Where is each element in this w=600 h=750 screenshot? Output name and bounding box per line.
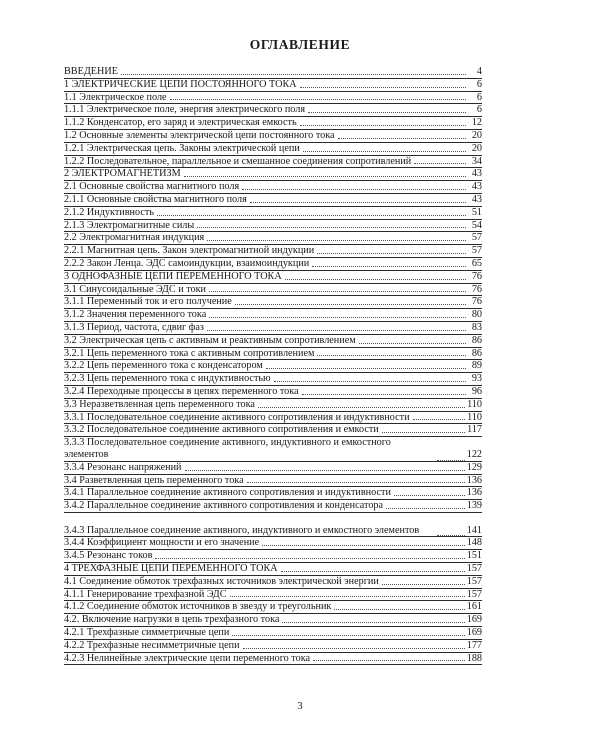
toc-leader-dots (266, 367, 466, 369)
toc-entry (64, 66, 482, 79)
toc-entry (64, 322, 482, 335)
toc-entry-page: 76 (471, 270, 482, 282)
toc-leader-dots (382, 583, 465, 585)
toc-entry-title: 4.1.2 Соединение обмоток источников в звезду и треугольник (64, 601, 332, 613)
toc-entry-title: 3 ОДНОФАЗНЫЕ ЦЕПИ ПЕРЕМЕННОГО ТОКА (64, 270, 282, 282)
toc-entry-page: 12 (471, 117, 482, 129)
toc-entry-title: 2.1.1 Основные свойства магнитного поля (64, 193, 247, 205)
toc-entry-title: 1.1.1 Электрическое поле, энергия электрического поля (64, 104, 306, 116)
toc-entry-title: 1.2 Основные элементы электрической цепи постоянного тока (64, 129, 335, 141)
toc-entry-title: 2.2.1 Магнитная цепь. Закон электромагнитной индукции (64, 245, 315, 257)
toc-entry (64, 271, 482, 284)
toc-entry-page: 54 (471, 219, 482, 231)
toc-entry-page: 43 (471, 181, 482, 193)
toc-leader-dots (414, 162, 466, 164)
toc-entry (64, 296, 482, 309)
page-number: 3 (297, 701, 303, 712)
toc-entry (64, 168, 482, 181)
toc-entry-title: ВВЕДЕНИЕ (64, 66, 118, 77)
toc-leader-dots (185, 469, 465, 471)
toc-entry-title: 3.1.3 Период, частота, сдвиг фаз (64, 321, 204, 333)
toc-entry-page: 157 (466, 575, 482, 587)
toc-entry-page: 34 (471, 155, 482, 167)
toc-entry-title: 3.2.1 Цепь переменного тока с активным сопротивлением (64, 347, 315, 359)
toc-entry-title: 3.3.1 Последовательное соединение активного сопротивления и индуктивности (64, 411, 410, 423)
toc-entry-title: 3.2.4 Переходные процессы в цепях переменного тока (64, 385, 299, 397)
toc-leader-dots (359, 342, 466, 344)
toc-leader-dots (317, 252, 466, 254)
toc-entry-title: 3.4.4 Коэффициент мощности и его значение (64, 537, 260, 549)
toc-leader-dots (243, 647, 465, 649)
toc-entry-title: 3.2 Электрическая цепь с активным и реактивным сопротивлением (64, 334, 356, 346)
toc-entry (64, 513, 482, 538)
toc-entry-page: 65 (471, 257, 482, 269)
toc-entry (64, 284, 482, 297)
toc-leader-dots (308, 111, 466, 113)
toc-entry (64, 245, 482, 258)
toc-entry-page: 161 (466, 601, 482, 613)
toc-entry-page: 80 (471, 309, 482, 321)
toc-entry-page: 177 (466, 639, 482, 651)
toc-entry (64, 232, 482, 245)
toc-entry (64, 130, 482, 143)
toc-leader-dots (232, 634, 464, 636)
toc-entry-title: 3.3.3 Последовательное соединение активного, индуктивного и емкостного элементов (64, 437, 391, 460)
toc-entry-title: 3.2.3 Цепь переменного тока с индуктивностью (64, 373, 271, 385)
toc-entry-title: 3.2.2 Цепь переменного тока с конденсатором (64, 360, 263, 372)
toc-leader-dots (258, 406, 465, 408)
page-title: ОГЛАВЛЕНИЕ (249, 37, 351, 52)
toc-entry-title: 4.2.3 Нелинейные электрические цепи переменного тока (64, 652, 311, 664)
toc-leader-dots (300, 124, 466, 126)
toc-entry-title: 1.1 Электрическое поле (64, 91, 167, 103)
toc-entry-page: 43 (471, 193, 482, 205)
toc-entry-title: 2.1 Основные свойства магнитного поля (64, 181, 240, 193)
toc-entry (64, 104, 482, 117)
toc-entry-title: 3.3.2 Последовательное соединение активного сопротивления и емкости (64, 424, 379, 436)
toc-entry (64, 412, 482, 425)
toc-entry-title: 3.3 Неразветвленная цепь переменного тока (64, 398, 255, 410)
toc-entry-title: 3.4.5 Резонанс токов (64, 550, 153, 562)
table-of-contents (64, 66, 482, 665)
toc-entry-title: 1.2.1 Электрическая цепь. Законы электрической цепи (64, 142, 300, 154)
toc-leader-dots (155, 557, 464, 559)
toc-leader-dots (207, 239, 466, 241)
toc-leader-dots (184, 175, 466, 177)
toc-leader-dots (394, 494, 465, 496)
toc-entry-page: 157 (466, 563, 482, 575)
toc-entry-title: 3.3.4 Резонанс напряжений (64, 461, 182, 473)
toc-entry (64, 614, 482, 627)
toc-entry-page: 83 (471, 321, 482, 333)
toc-entry-page: 6 (476, 91, 482, 103)
toc-entry-page: 110 (467, 398, 482, 410)
toc-entry-page: 20 (471, 142, 482, 154)
toc-leader-dots (242, 188, 466, 190)
toc-entry (64, 258, 482, 271)
toc-entry-page: 141 (466, 524, 482, 536)
toc-leader-dots (437, 534, 465, 536)
toc-entry (64, 487, 482, 500)
toc-entry-title: 4.2. Включение нагрузки в цепь трехфазного тока (64, 614, 280, 626)
toc-entry-title: 2.2.2 Закон Ленца. ЭДС самоиндукции, взаимоиндукции (64, 257, 310, 269)
toc-entry (64, 475, 482, 488)
toc-entry (64, 335, 482, 348)
toc-entry-page: 43 (471, 168, 482, 180)
toc-entry-page: 129 (466, 461, 482, 473)
toc-entry-page: 86 (471, 347, 482, 359)
toc-entry-page: 51 (471, 206, 482, 218)
toc-entry (64, 220, 482, 233)
toc-entry (64, 92, 482, 105)
toc-leader-dots (312, 265, 466, 267)
toc-entry-page: 20 (471, 129, 482, 141)
toc-leader-dots (121, 73, 466, 75)
toc-entry-title: 2.1.3 Электромагнитные силы (64, 219, 195, 231)
toc-leader-dots (338, 137, 466, 139)
toc-entry (64, 207, 482, 220)
toc-entry (64, 424, 482, 437)
toc-entry-page: 6 (476, 104, 482, 116)
toc-entry-page: 96 (471, 385, 482, 397)
toc-entry (64, 653, 482, 666)
toc-entry-title: 1.1.2 Конденсатор, его заряд и электрическая емкость (64, 117, 297, 129)
toc-entry-title: 3.4.3 Параллельное соединение активного, индуктивного и емкостного элементов (64, 524, 420, 536)
toc-leader-dots (207, 329, 466, 331)
toc-entry-page: 117 (467, 424, 482, 436)
toc-entry-page: 57 (471, 245, 482, 257)
toc-entry (64, 79, 482, 92)
toc-entry (64, 589, 482, 602)
toc-entry (64, 194, 482, 207)
toc-leader-dots (247, 481, 465, 483)
toc-leader-dots (250, 201, 466, 203)
toc-entry-page: 169 (466, 614, 482, 626)
toc-leader-dots (303, 150, 466, 152)
toc-leader-dots (209, 316, 466, 318)
toc-entry-page: 122 (466, 448, 482, 460)
toc-entry (64, 576, 482, 589)
toc-leader-dots (274, 380, 466, 382)
toc-entry (64, 399, 482, 412)
toc-entry (64, 437, 482, 462)
toc-entry (64, 360, 482, 373)
toc-leader-dots (285, 278, 466, 280)
toc-entry-page: 76 (471, 283, 482, 295)
toc-leader-dots (209, 290, 466, 292)
toc-entry (64, 601, 482, 614)
toc-entry-title: 3.4 Разветвленная цепь переменного тока (64, 474, 244, 486)
toc-entry (64, 373, 482, 386)
toc-leader-dots (334, 608, 464, 610)
toc-leader-dots (437, 459, 465, 461)
toc-entry (64, 500, 482, 513)
toc-leader-dots (382, 431, 465, 433)
toc-entry-page: 139 (466, 500, 482, 512)
toc-leader-dots (386, 507, 465, 509)
toc-entry-title: 1.2.2 Последовательное, параллельное и смешанное соединения сопротивлений (64, 155, 412, 167)
toc-entry-title: 3.4.2 Параллельное соединение активного сопротивления и конденсатора (64, 500, 384, 512)
toc-entry-title: 3.1.2 Значения переменного тока (64, 309, 207, 321)
toc-entry-page: 188 (466, 652, 482, 664)
toc-entry-page: 151 (466, 550, 482, 562)
toc-entry-page: 76 (471, 296, 482, 308)
toc-leader-dots (313, 659, 465, 661)
toc-leader-dots (262, 544, 465, 546)
toc-entry-title: 2.2 Электромагнитная индукция (64, 232, 205, 244)
toc-leader-dots (170, 98, 466, 100)
toc-entry (64, 550, 482, 563)
toc-entry-title: 3.4.1 Параллельное соединение активного сопротивления и индуктивности (64, 487, 391, 499)
toc-leader-dots (197, 226, 466, 228)
toc-entry-title: 3.1 Синусоидальные ЭДС и токи (64, 283, 207, 295)
toc-entry-page: 157 (466, 588, 482, 600)
toc-entry (64, 462, 482, 475)
toc-entry-title: 4.1.1 Генерирование трехфазной ЭДС (64, 588, 227, 600)
toc-entry-title: 3.1.1 Переменный ток и его получение (64, 296, 232, 308)
toc-entry-page: 89 (471, 360, 482, 372)
toc-entry (64, 627, 482, 640)
toc-entry-page: 4 (476, 66, 482, 77)
toc-entry (64, 309, 482, 322)
toc-entry-page: 57 (471, 232, 482, 244)
toc-entry-page: 169 (466, 627, 482, 639)
toc-entry (64, 181, 482, 194)
toc-leader-dots (282, 621, 464, 623)
toc-leader-dots (235, 303, 466, 305)
toc-entry (64, 386, 482, 399)
toc-entry (64, 143, 482, 156)
toc-leader-dots (281, 570, 465, 572)
toc-leader-dots (413, 418, 466, 420)
toc-entry (64, 640, 482, 653)
toc-entry (64, 156, 482, 169)
toc-entry-title: 1 ЭЛЕКТРИЧЕСКИЕ ЦЕПИ ПОСТОЯННОГО ТОКА (64, 78, 297, 90)
toc-entry (64, 117, 482, 130)
toc-entry-page: 110 (467, 411, 482, 423)
toc-leader-dots (157, 214, 466, 216)
toc-entry-page: 93 (471, 373, 482, 385)
toc-entry (64, 537, 482, 550)
toc-leader-dots (317, 354, 466, 356)
toc-entry (64, 563, 482, 576)
toc-entry-title: 2 ЭЛЕКТРОМАГНЕТИЗМ (64, 168, 181, 180)
toc-leader-dots (302, 393, 466, 395)
toc-entry-title: 4 ТРЕХФАЗНЫЕ ЦЕПИ ПЕРЕМЕННОГО ТОКА (64, 563, 278, 575)
toc-entry-title: 4.1 Соединение обмоток трехфазных источников электрической энергии (64, 575, 379, 587)
toc-entry-page: 136 (466, 474, 482, 486)
toc-entry-page: 86 (471, 334, 482, 346)
toc-entry-page: 6 (476, 78, 482, 90)
toc-entry-page: 148 (466, 537, 482, 549)
toc-leader-dots (230, 595, 465, 597)
toc-entry (64, 348, 482, 361)
toc-entry-title: 4.2.2 Трехфазные несимметричные цепи (64, 639, 240, 651)
toc-entry-title: 4.2.1 Трехфазные симметричные цепи (64, 627, 230, 639)
toc-leader-dots (300, 86, 466, 88)
toc-entry-title: 2.1.2 Индуктивность (64, 206, 154, 218)
toc-entry-page: 136 (466, 487, 482, 499)
